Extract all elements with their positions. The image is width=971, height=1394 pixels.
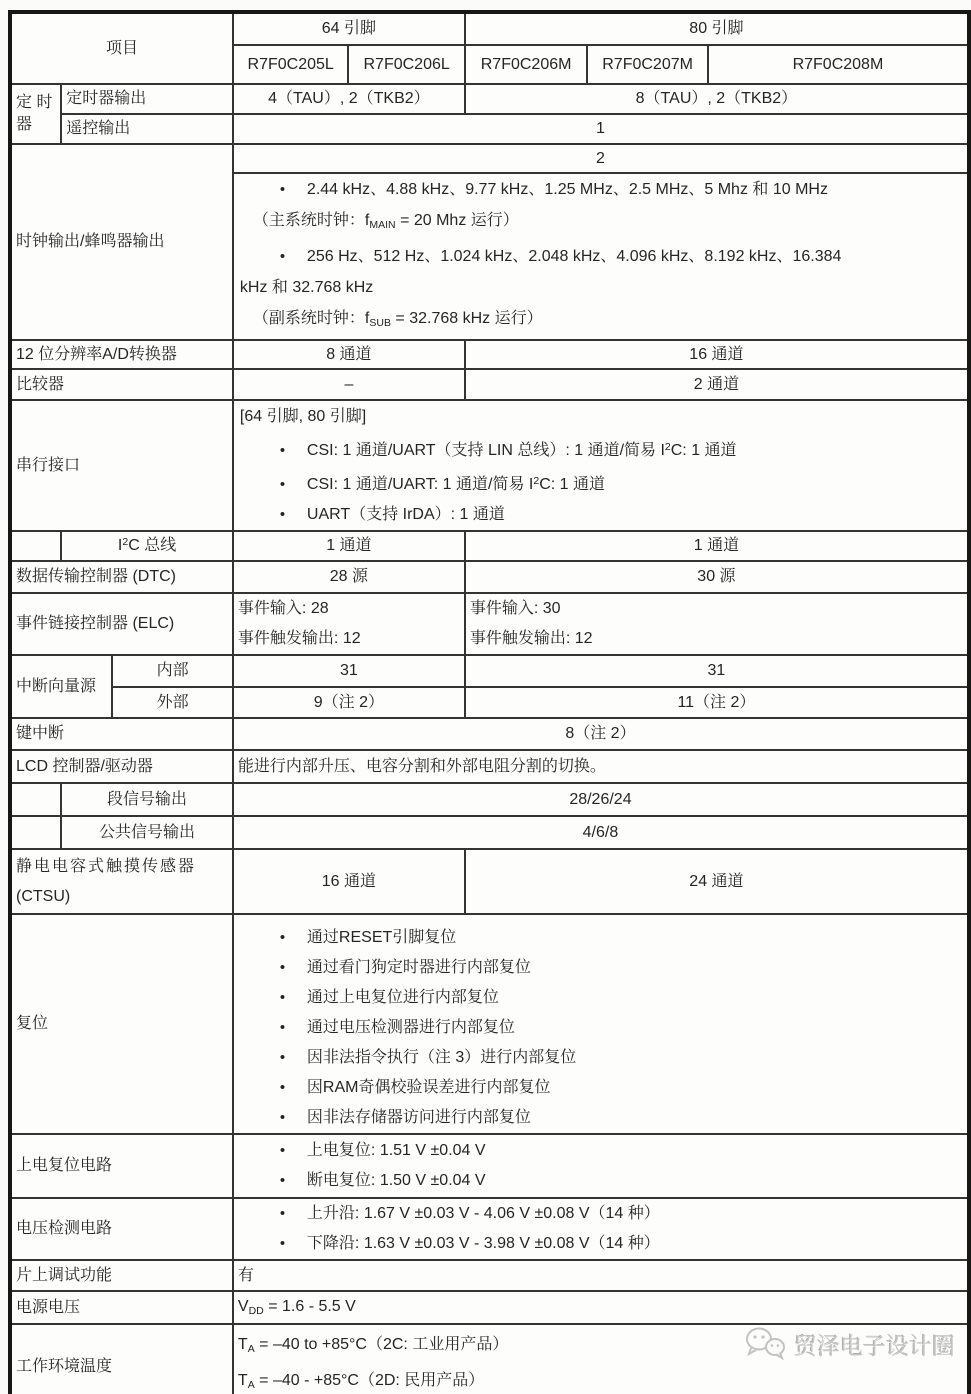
bullet-item	[238, 1166, 963, 1196]
cell-value: 16 通道	[321, 872, 377, 890]
lvd-line: 下降沿: 1.63 V ±0.03 V - 3.98 V ±0.08 V（14 种）	[306, 1235, 660, 1252]
bullet-icon: •	[279, 181, 286, 198]
row-label: 工作环境温度	[16, 1358, 113, 1376]
bullet-icon: •	[279, 442, 286, 459]
superscript: 2	[122, 536, 129, 549]
text: I	[117, 537, 123, 555]
row-elc	[10, 593, 969, 655]
interrupt-internal-64-cell	[233, 655, 465, 687]
row-label: 键中断	[16, 725, 65, 743]
bullet-item	[238, 1043, 963, 1073]
superscript: 2	[533, 475, 540, 487]
serial-head: [64 引脚, 80 引脚]	[239, 408, 367, 425]
ctsu-80-cell	[465, 849, 969, 914]
text: C: 1 通道	[670, 442, 737, 459]
interrupt-external-80-cell	[465, 687, 969, 718]
elc-line: 事件触发输出: 12	[469, 630, 593, 647]
text: （主系统时钟：f	[252, 212, 370, 229]
chip-cell	[465, 45, 588, 84]
bullet-icon: •	[279, 476, 286, 493]
row-label: 比较器	[16, 375, 65, 393]
serial-value-cell	[233, 400, 969, 531]
clock-label-cell	[10, 144, 233, 340]
text: C: 1 通道	[539, 476, 605, 493]
row-clock-output	[10, 144, 969, 173]
pin80-label: 80 引脚	[689, 20, 744, 38]
lvd-line: 上升沿: 1.67 V ±0.03 V - 4.06 V ±0.08 V（14 种）	[306, 1205, 660, 1222]
debug-value-cell	[233, 1260, 969, 1291]
bullet-icon: •	[279, 1049, 286, 1066]
bullet-item	[238, 953, 963, 983]
reset-label-cell	[10, 914, 233, 1134]
dtc-80-cell	[465, 561, 969, 593]
cell-value: 30 源	[697, 568, 736, 586]
bullet-item	[238, 432, 963, 466]
header-row-groups	[10, 12, 969, 45]
spec-table	[8, 10, 971, 1394]
serial-line	[307, 476, 605, 493]
subscript: A	[247, 1343, 255, 1355]
bullet-item	[238, 1103, 963, 1133]
watermark	[744, 1326, 955, 1362]
pin64-label: 64 引脚	[321, 20, 377, 38]
header-item-cell	[10, 12, 233, 84]
row-interrupt-internal	[10, 655, 969, 687]
bullet-item	[238, 1136, 963, 1166]
elc-64-cell	[233, 593, 465, 655]
por-value-cell	[233, 1134, 969, 1198]
sub-label: 公共信号输出	[99, 823, 196, 841]
vdd-value-cell	[233, 1291, 969, 1324]
row-label: 串行接口	[16, 456, 81, 474]
chip-name: R7F0C206M	[480, 55, 572, 73]
i2c-label-cell	[61, 531, 233, 561]
lvd-value-cell	[233, 1198, 969, 1260]
lcd-segment-ghost-cell	[10, 783, 61, 816]
subscript: SUB	[369, 317, 391, 329]
row-serial	[10, 400, 969, 531]
adc-80-cell	[465, 340, 969, 369]
freq-list-sub-cont: kHz 和 32.768 kHz	[239, 279, 374, 296]
clock-value-cell	[233, 144, 969, 173]
superscript: 2	[664, 441, 671, 453]
row-label: 电源电压	[16, 1298, 81, 1316]
bullet-icon: •	[279, 248, 286, 265]
comparator-64-cell	[233, 369, 465, 400]
bullet-icon: •	[279, 959, 286, 976]
cell-value: 31	[707, 662, 726, 680]
cell-value: 16 通道	[689, 345, 744, 363]
interrupt-external-64-cell	[233, 687, 465, 718]
chip-cell	[587, 45, 707, 84]
interrupt-internal-label-cell	[112, 655, 233, 687]
bullet-icon: •	[279, 989, 286, 1006]
serial-line: UART（支持 IrDA）: 1 通道	[306, 506, 505, 523]
row-label: 上电复位电路	[16, 1157, 113, 1175]
sub-label: 段信号输出	[107, 790, 188, 808]
bullet-icon: •	[279, 1235, 286, 1252]
remote-output-label-cell	[61, 114, 233, 144]
row-label: 时钟输出/蜂鸣器输出	[16, 233, 165, 251]
freq-note-sub	[238, 303, 963, 339]
chip-name: R7F0C207M	[602, 55, 693, 73]
chip-name: R7F0C205L	[247, 55, 334, 73]
reset-line: 通过看门狗定时器进行内部复位	[306, 959, 531, 976]
lcd-value-cell	[233, 750, 969, 783]
adc-64-cell	[233, 340, 465, 369]
cell-value: 能进行内部升压、电容分割和外部电阻分割的切换。	[237, 757, 606, 775]
bullet-icon: •	[279, 1172, 286, 1189]
row-remote-output	[10, 114, 969, 144]
chip-cell	[233, 45, 348, 84]
timer-output-64-cell	[233, 84, 465, 114]
elc-label-cell	[10, 593, 233, 655]
row-label: 电压检测电路	[16, 1220, 113, 1238]
cell-value: 1 通道	[326, 537, 372, 555]
cell-value: 28/26/24	[569, 790, 632, 808]
timer-group-cell	[10, 84, 61, 144]
dtc-label-cell	[10, 561, 233, 593]
comparator-label-cell	[10, 369, 233, 400]
chip-name: R7F0C206L	[363, 55, 450, 73]
row-lcd-segment	[10, 783, 969, 816]
row-label: 静电电容式触摸传感器	[16, 857, 197, 875]
cell-value: 11（注 2）	[677, 693, 756, 711]
row-lvd	[10, 1198, 969, 1260]
text: = 32.768 kHz 运行）	[390, 310, 543, 327]
row-interrupt-external	[10, 687, 969, 718]
watermark-text: 贸泽电子设计圈	[794, 1332, 955, 1359]
ctsu-label-cell	[10, 849, 233, 914]
bullet-item	[238, 500, 963, 530]
row-label: 12 位分辨率A/D转换器	[16, 345, 177, 363]
reset-line: 通过RESET引脚复位	[306, 929, 457, 946]
sub-label: 内部	[156, 662, 189, 680]
row-adc	[10, 340, 969, 369]
adc-label-cell	[10, 340, 233, 369]
reset-line: 因RAM奇偶校验误差进行内部复位	[306, 1079, 551, 1096]
lcd-common-label-cell	[61, 816, 233, 849]
freq-note-main	[238, 205, 963, 241]
text: （副系统时钟：f	[252, 310, 370, 327]
header-item-label: 项目	[105, 39, 138, 57]
row-key-interrupt	[10, 718, 969, 750]
row-label: 中断向量源	[16, 677, 97, 695]
row-reset	[10, 914, 969, 1134]
i2c-80-cell	[465, 531, 969, 561]
elc-line: 事件触发输出: 12	[237, 630, 361, 647]
lcd-segment-label-cell	[61, 783, 233, 816]
serial-line	[307, 442, 737, 459]
chip-name: R7F0C208M	[792, 55, 884, 73]
bullet-icon: •	[279, 1205, 286, 1222]
i2c-64-cell	[233, 531, 465, 561]
wechat-logo-icon	[744, 1326, 786, 1362]
temp-label-cell	[10, 1324, 233, 1394]
cell-value: 8（注 2）	[565, 725, 636, 743]
por-label-cell	[10, 1134, 233, 1198]
row-ctsu	[10, 849, 969, 914]
reset-line: 因非法指令执行（注 3）进行内部复位	[306, 1049, 577, 1066]
lcd-segment-value-cell	[233, 783, 969, 816]
bullet-icon: •	[279, 1019, 286, 1036]
row-label: 遥控输出	[66, 120, 131, 138]
lcd-common-ghost-cell	[10, 816, 61, 849]
serial-label-cell	[10, 400, 233, 531]
text: CSI: 1 通道/UART（支持 LIN 总线）: 1 通道/简易 I	[306, 442, 665, 459]
cell-value: 28 源	[329, 568, 369, 586]
freq-list-sub: 256 Hz、512 Hz、1.024 kHz、2.048 kHz、4.096 kHz、8.192 kHz、16.384	[306, 248, 842, 265]
subscript: DD	[248, 1305, 264, 1318]
cell-value: 24 通道	[689, 872, 744, 890]
remote-output-value-cell	[233, 114, 969, 144]
bullet-item	[238, 1229, 963, 1259]
interrupt-internal-80-cell	[465, 655, 969, 687]
row-i2c	[10, 531, 969, 561]
bullet-item	[238, 923, 963, 953]
subscript: MAIN	[369, 219, 396, 231]
i2c-ghost-cell	[10, 531, 61, 561]
row-dtc	[10, 561, 969, 593]
text: = –40 - +85°C（2D: 民用产品）	[254, 1372, 485, 1389]
header-pin64-cell	[233, 12, 465, 45]
timer-group-label: 定 时	[16, 94, 53, 112]
cell-value: 9（注 2）	[313, 693, 385, 711]
row-label: 复位	[16, 1015, 49, 1033]
cell-value: 1 通道	[693, 537, 740, 555]
lvd-label-cell	[10, 1198, 233, 1260]
text: = 20 Mhz 运行）	[395, 212, 519, 229]
interrupt-group-cell	[10, 655, 112, 718]
elc-80-cell	[465, 593, 969, 655]
row-lcd-common	[10, 816, 969, 849]
reset-line: 通过电压检测器进行内部复位	[306, 1019, 515, 1036]
text: T	[237, 1336, 248, 1353]
lcd-label-cell	[10, 750, 233, 783]
cell-value: 有	[237, 1266, 254, 1284]
por-line: 断电复位: 1.50 V ±0.04 V	[306, 1172, 486, 1189]
ctsu-64-cell	[233, 849, 465, 914]
elc-line: 事件输入: 30	[469, 600, 561, 617]
key-interrupt-value-cell	[233, 718, 969, 750]
header-pin80-cell	[465, 12, 969, 45]
comparator-80-cell	[465, 369, 969, 400]
bullet-item	[238, 983, 963, 1013]
row-por	[10, 1134, 969, 1198]
reset-value-cell	[233, 914, 969, 1134]
row-label: 事件链接控制器 (ELC)	[16, 615, 175, 633]
cell-value: 4（TAU）, 2（TKB2）	[268, 90, 430, 108]
cell-value: 8（TAU）, 2（TKB2）	[635, 90, 798, 108]
chip-cell	[348, 45, 464, 84]
bullet-item	[238, 1013, 963, 1043]
row-debug	[10, 1260, 969, 1291]
bullet-item	[238, 1199, 963, 1229]
row-vdd	[10, 1291, 969, 1324]
elc-line: 事件输入: 28	[237, 600, 329, 617]
chip-cell	[708, 45, 969, 84]
sub-label: 外部	[156, 693, 189, 711]
reset-line: 通过上电复位进行内部复位	[306, 989, 499, 1006]
row-label: 定时器输出	[66, 90, 147, 108]
bullet-icon: •	[279, 1142, 286, 1159]
timer-output-label-cell	[61, 84, 233, 114]
text: V	[237, 1298, 249, 1316]
debug-label-cell	[10, 1260, 233, 1291]
row-label: 片上调试功能	[16, 1266, 113, 1284]
cell-value: –	[344, 375, 354, 393]
text: = –40 to +85°C（2C: 工业用产品）	[254, 1336, 509, 1353]
cell-value: 1	[596, 120, 605, 138]
vdd-label-cell	[10, 1291, 233, 1324]
cell-value: 2	[596, 149, 605, 167]
timer-output-80-cell	[465, 84, 969, 114]
bullet-icon: •	[279, 929, 286, 946]
bullet-item	[238, 466, 963, 500]
row-lcd	[10, 750, 969, 783]
row-label: (CTSU)	[16, 887, 71, 905]
cell-value: 4/6/8	[582, 823, 619, 841]
clock-freqs-cell	[233, 173, 969, 340]
bullet-icon: •	[279, 1079, 286, 1096]
timer-group-label: 器	[16, 116, 33, 133]
por-line: 上电复位: 1.51 V ±0.04 V	[306, 1142, 486, 1159]
subscript: A	[247, 1379, 255, 1391]
bullet-item	[238, 174, 963, 205]
cell-value: 31	[339, 662, 358, 680]
row-timer-output	[10, 84, 969, 114]
key-interrupt-label-cell	[10, 718, 233, 750]
lcd-common-value-cell	[233, 816, 969, 849]
bullet-icon: •	[279, 1109, 286, 1126]
text: CSI: 1 通道/UART: 1 通道/简易 I	[306, 476, 534, 493]
bullet-item	[238, 241, 963, 272]
text: T	[237, 1372, 248, 1389]
cell-value: 8 通道	[326, 345, 372, 363]
bullet-icon: •	[279, 506, 286, 523]
temp-line	[238, 1365, 963, 1394]
freq-list-main: 2.44 kHz、4.88 kHz、9.77 kHz、1.25 MHz、2.5 MHz、5 Mhz 和 10 MHz	[306, 181, 828, 198]
row-label: 数据传输控制器 (DTC)	[16, 568, 176, 586]
dtc-64-cell	[233, 561, 465, 593]
cell-value: 2 通道	[693, 375, 740, 393]
row-comparator	[10, 369, 969, 400]
text: C 总线	[128, 537, 177, 555]
bullet-item	[238, 1073, 963, 1103]
interrupt-external-label-cell	[112, 687, 233, 718]
row-label: LCD 控制器/驱动器	[16, 757, 153, 775]
text: = 1.6 - 5.5 V	[263, 1298, 356, 1316]
reset-line: 因非法存储器访问进行内部复位	[306, 1109, 531, 1126]
